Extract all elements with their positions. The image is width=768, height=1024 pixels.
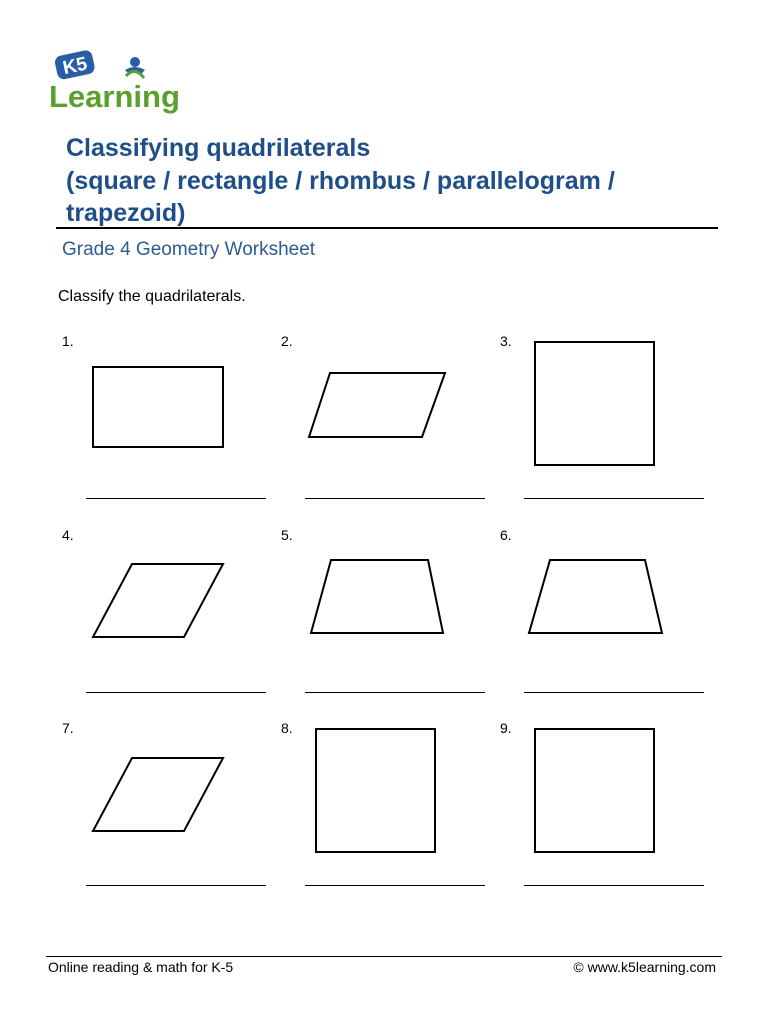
problem-number: 2.	[281, 333, 293, 349]
answer-line[interactable]	[86, 498, 266, 499]
answer-line[interactable]	[305, 498, 485, 499]
rhombus-shape	[62, 527, 282, 707]
trapezoid-shape	[281, 527, 501, 707]
problem-number: 1.	[62, 333, 74, 349]
problem-9	[500, 720, 720, 900]
worksheet-title	[66, 132, 615, 230]
trapezoid-shape	[500, 527, 720, 707]
problem-number: 8.	[281, 720, 293, 736]
problem-7	[62, 720, 282, 900]
footer-tagline: Online reading & math for K-5	[48, 959, 234, 975]
parallelogram-shape	[281, 333, 501, 513]
answer-line[interactable]	[305, 692, 485, 693]
logo-text-top: K5	[61, 53, 90, 80]
rhombus-shape	[62, 720, 282, 900]
problem-number: 5.	[281, 527, 293, 543]
answer-line[interactable]	[524, 498, 704, 499]
title-line-2: (square / rectangle / rhombus / parallelogram /	[66, 166, 615, 195]
problem-3	[500, 333, 720, 513]
logo-graphic	[46, 50, 188, 116]
answer-line[interactable]	[524, 885, 704, 886]
logo-text-bottom: Learning	[49, 79, 180, 114]
answer-line[interactable]	[305, 885, 485, 886]
problem-2	[281, 333, 501, 513]
title-line-1: Classifying quadrilaterals	[66, 134, 371, 162]
instructions: Classify the quadrilaterals.	[58, 288, 246, 305]
problem-6	[500, 527, 720, 707]
problem-number: 7.	[62, 720, 74, 736]
square-shape	[500, 333, 720, 513]
problem-1	[62, 333, 282, 513]
footer-divider	[46, 956, 722, 957]
title-line-3: trapezoid)	[66, 199, 186, 227]
square-shape	[281, 720, 501, 900]
answer-line[interactable]	[524, 692, 704, 693]
problem-number: 9.	[500, 720, 512, 736]
footer-website[interactable]: © www.k5learning.com	[573, 959, 716, 975]
problem-4	[62, 527, 282, 707]
problem-number: 6.	[500, 527, 512, 543]
answer-line[interactable]	[86, 692, 266, 693]
k5-learning-logo	[46, 50, 188, 116]
problem-number: 3.	[500, 333, 512, 349]
problem-8	[281, 720, 501, 900]
worksheet-subtitle: Grade 4 Geometry Worksheet	[62, 239, 316, 260]
header-divider	[56, 227, 718, 229]
answer-line[interactable]	[86, 885, 266, 886]
problem-5	[281, 527, 501, 707]
rectangle-shape	[62, 333, 282, 513]
square-shape	[500, 720, 720, 900]
problem-number: 4.	[62, 527, 74, 543]
